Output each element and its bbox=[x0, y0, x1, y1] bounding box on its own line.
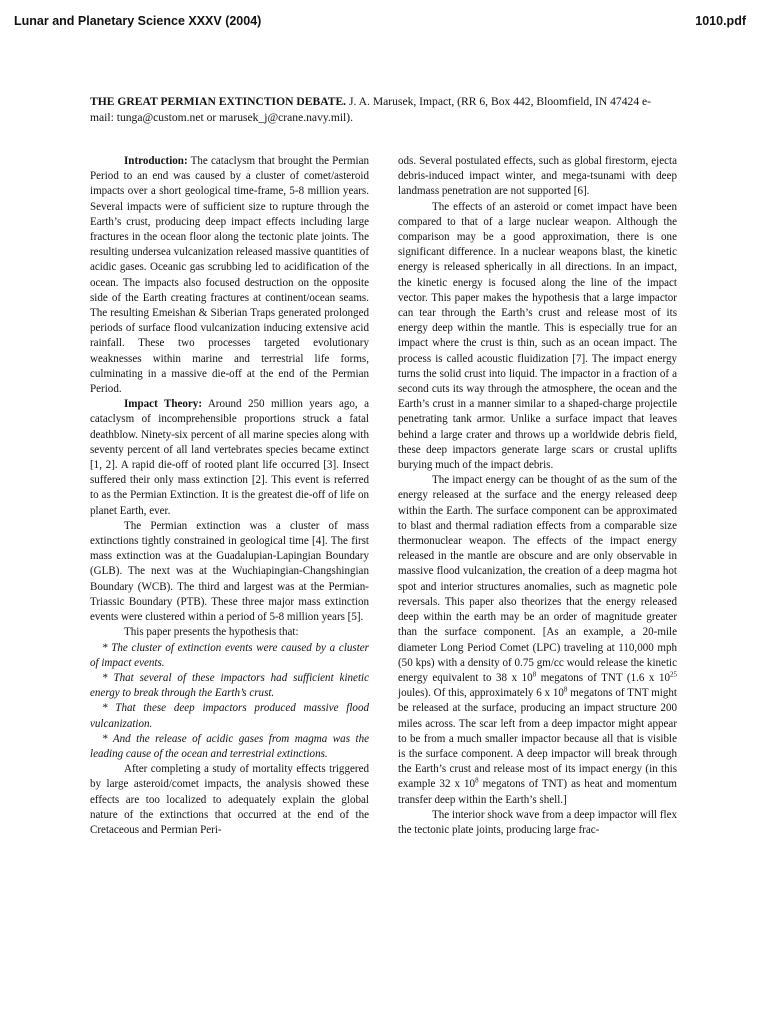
impact-theory-heading: Impact Theory: bbox=[124, 398, 203, 411]
file-name: 1010.pdf bbox=[695, 14, 746, 28]
mortality-paragraph-end: ods. Several postulated effects, such as global firestorm, ejecta debris-induced impact winter, and mega-tsunami with deep landmass penetration are not supported [6]. bbox=[398, 155, 677, 198]
right-column bbox=[398, 154, 677, 838]
exponent: 25 bbox=[670, 670, 677, 679]
running-header bbox=[14, 14, 746, 32]
introduction-paragraph bbox=[90, 154, 369, 397]
cluster-paragraph: The Permian extinction was a cluster of mass extinctions tightly constrained in geological time [4]. The first mass extinction was at the Guadalupian-Lapingian Boundary (GLB). The next was at the Wuchiapingian-Changshingian Boundary (WCB). The third and largest was at the Permian-Triassic Boundary (PTB). These three major mass extinction events were clustered within a period of 5-8 million years [5]. bbox=[90, 519, 369, 624]
introduction-heading: Introduction: bbox=[124, 155, 188, 167]
journal-title: Lunar and Planetary Science XXXV (2004) bbox=[14, 14, 262, 28]
title-block bbox=[90, 94, 660, 126]
nuclear-comparison-paragraph: The effects of an asteroid or comet impact have been compared to that of a large nuclear weapon. Although the comparison may be a good approximation, there is one significant difference. In a nuclear weapons blast, the kinetic energy is released spherically in all directions. In an impact, the kinetic energy is focused along the line of the impact vector. This paper makes the hypothesis that a large impactor can tear through the Earth’s crust and release most of its energy deep within the mantle. This is especially true for an impact where the crust is thin, such as an ocean impact. The process is called acoustic fluidization [7]. The impact energy turns the solid crust into liquid. The impactor in a fraction of a second cuts its way through the atmosphere, the ocean and the Earth’s crust in a manner similar to a shaped-charge projectile penetrating tank armor. Unlike a surface impact that leaves behind a large crater and throws up a worldwide debris field, these deep impactors generate large scars or crustal uplifts burying much of the impact debris. bbox=[398, 200, 677, 472]
left-column bbox=[90, 154, 369, 838]
hypothesis-item: * That several of these impactors had sufficient kinetic energy to break through the Earth’s crust. bbox=[90, 671, 369, 700]
exponent: 8 bbox=[475, 776, 479, 785]
introduction-text: The cataclysm that brought the Permian Period to an end was caused by a cluster of comet/asteroid impacts over a short geological time-frame, 5-8 million years. Several impacts were of sufficient size to rupture through the Earth’s crust, producing deep impact effects including large fractures in the ocean floor along the tectonic plate joints. The resulting undersea vulcanization released massive quantities of acidic gases. Oceanic gas scrubbing led to acidification of the ocean. The impacts also focused destruction on the opposite side of the Earth creating fractures at continent/ocean seams. The resulting Emeishan & Siberian Traps generated prolonged periods of surface flood vulcanization inducing extensive acid rainfall. These two processes targeted evolutionary weaknesses within marine and terrestrial life forms, culminating in a massive die-off at the end of the Permian Period. bbox=[90, 155, 369, 396]
impact-energy-paragraph: The impact energy can be thought of as the sum of the energy released at the surface and the energy released deep within the Earth. The surface component can be approximated to blast and thermal radiation effects from a comparable size thermonuclear weapon. The effects of the impact energy released in the mantle are obscure and are only observable in massive flood vulcanization, the creation of a deep magma hot spot and interior structures anomalies, such as magnetic pole reversals. This paper also theorizes that the energy released deep within the earth may be an order of magnitude greater than the surface component. [As an example, a 20-mile diameter Long Period Comet (LPC) traveling at 110,000 mph (50 kps) with a density of 0.75 gm/cc would release the kinetic energy equivalent to 38 x $10^8$ megatons of TNT (1.6 x $10^{25}$ joules). Of this, approximately 6 x $10^8$ megatons of TNT might be released at the surface, producing an impact structure 200 miles across. The scar left from a deep impactor might appear to be from a much smaller impactor because all that is visible is the surface component. A deep impactor will break through the Earth’s crust and release most of its impact energy (in this example 32 x $10^8$ megatons of TNT) as heat and momentum transfer deep within the Earth’s shell.] bbox=[398, 474, 677, 806]
hypothesis-intro: This paper presents the hypothesis that: bbox=[124, 626, 299, 639]
paper-title: THE GREAT PERMIAN EXTINCTION DEBATE. bbox=[90, 95, 347, 108]
exponent: 8 bbox=[563, 685, 568, 694]
hypothesis-item: * That these deep impactors produced massive flood vulcanization. bbox=[90, 702, 369, 730]
hypothesis-item: * The cluster of extinction events were caused by a cluster of impact events. bbox=[90, 641, 369, 669]
hypothesis-item: * And the release of acidic gases from magma was the leading cause of the ocean and terrestrial extinctions. bbox=[90, 732, 369, 760]
shock-wave-paragraph: The interior shock wave from a deep impactor will flex the tectonic plate joints, producing large frac- bbox=[398, 808, 677, 836]
impact-theory-text: Around 250 million years ago, a cataclysm of incomprehensible proportions struck a fatal deathblow. Ninety-six percent of all marine species along with seventy percent of all land vertebrates species became extinct [1, 2]. A rapid die-off of rooted plant life occurred [3]. Insect suffered their only mass extinction [2]. This event is referred to as the Permian Extinction. It is the greatest die-off of life on planet Earth, ever. bbox=[90, 398, 370, 517]
mortality-paragraph-start: After completing a study of mortality effects triggered by large asteroid/comet impacts, the analysis showed these effects are too localized to adequately explain the global nature of the extinctions that occurred at the end of the Cretaceous and Permian Peri- bbox=[90, 763, 369, 836]
exponent: 8 bbox=[532, 670, 537, 679]
author-affiliation: J. A. Marusek, Impact, (RR 6, Box 442, Bloomfield, IN 47424 e-mail: tunga@custom.net or marusek_j@crane.navy.mil). bbox=[90, 95, 652, 124]
impact-theory-paragraph bbox=[90, 397, 369, 519]
